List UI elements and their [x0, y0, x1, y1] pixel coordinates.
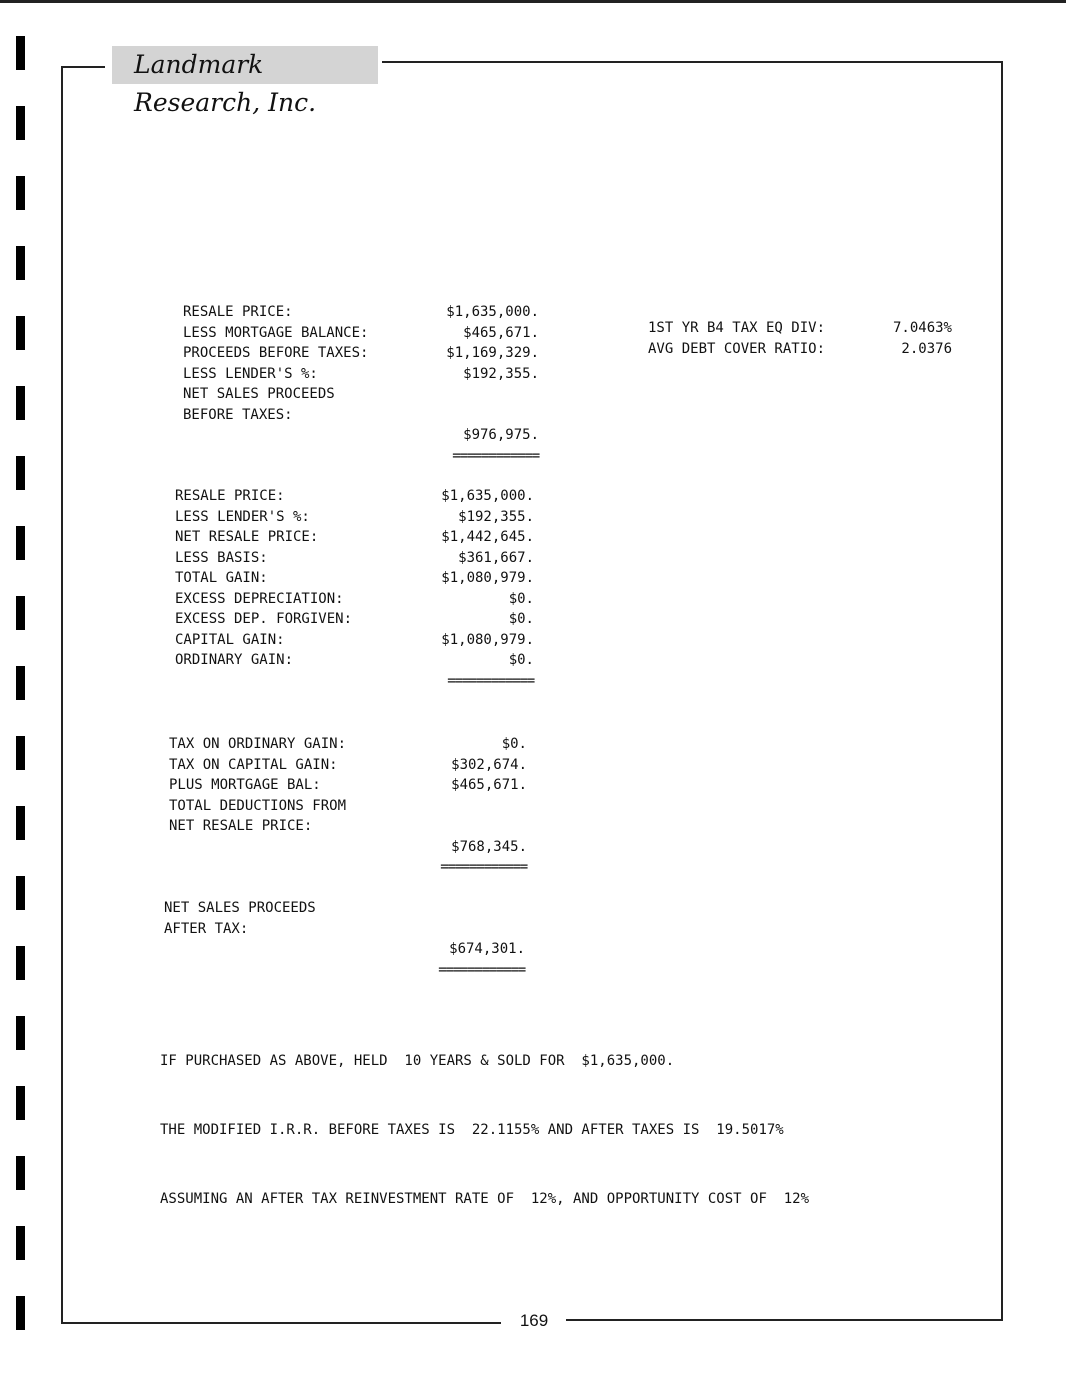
frame-line — [61, 66, 63, 1323]
binder-hole — [16, 316, 25, 350]
line-value: $0. — [508, 611, 534, 627]
line-value: $1,080,979. — [441, 631, 534, 648]
metric-label: AVG DEBT COVER RATIO: — [648, 340, 826, 357]
line-label: LESS LENDER'S %: — [175, 508, 310, 525]
irr-summary — [160, 1004, 809, 1234]
binder-hole — [16, 36, 25, 70]
binder-hole — [16, 876, 25, 910]
line-value: $1,169,329. — [446, 345, 539, 361]
summary-line: IF PURCHASED AS ABOVE, HELD 10 YEARS & SOLD FOR $1,635,000. — [160, 1053, 675, 1069]
company-logo: Landmark Research, Inc. — [112, 46, 378, 84]
total-deductions-section — [169, 734, 527, 878]
line-value: $192,355. — [463, 365, 539, 382]
line-value: $465,671. — [463, 324, 539, 341]
line-label: EXCESS DEPRECIATION: — [175, 590, 344, 607]
line-item — [169, 734, 527, 755]
page-number: 169 — [519, 1311, 549, 1330]
line-value: $192,355. — [458, 508, 534, 525]
line-item — [169, 755, 527, 776]
investment-metrics — [648, 318, 952, 359]
line-label: TOTAL DEDUCTIONS FROM — [169, 797, 347, 814]
frame-line — [61, 1322, 501, 1324]
metric-label: 1ST YR B4 TAX EQ DIV: — [648, 320, 826, 336]
summary-line: THE MODIFIED I.R.R. BEFORE TAXES IS 22.1155% AND AFTER TAXES IS 19.5017% — [160, 1122, 784, 1138]
line-item — [183, 323, 539, 344]
binder-hole — [16, 736, 25, 770]
line-item — [175, 589, 534, 610]
metric-row — [648, 318, 952, 339]
binder-hole — [16, 1226, 25, 1260]
line-label: RESALE PRICE: — [175, 488, 285, 504]
gain-calculation-section — [175, 486, 534, 691]
line-item — [175, 548, 534, 569]
metric-value: 7.0463% — [892, 320, 952, 336]
double-rule: ============ — [438, 961, 525, 978]
line-item — [183, 384, 539, 405]
line-item — [169, 775, 527, 796]
binder-hole — [16, 1156, 25, 1190]
line-value: $0. — [501, 736, 527, 752]
line-value: $302,674. — [451, 756, 527, 773]
line-value: $1,442,645. — [441, 529, 534, 545]
line-label: NET RESALE PRICE: — [169, 818, 313, 834]
total-value: $976,975. — [463, 427, 539, 443]
total-value: $768,345. — [451, 838, 527, 855]
line-label: LESS BASIS: — [175, 549, 268, 566]
total-value: $674,301. — [449, 941, 525, 957]
line-item — [175, 507, 534, 528]
line-value: $0. — [508, 590, 534, 607]
net-sales-after-tax-section — [164, 898, 525, 980]
line-item — [183, 302, 539, 323]
line-item — [175, 568, 534, 589]
line-label: RESALE PRICE: — [183, 304, 293, 320]
line-item — [175, 527, 534, 548]
line-item — [183, 405, 539, 426]
line-item — [175, 630, 534, 651]
line-item — [183, 343, 539, 364]
binder-hole — [16, 246, 25, 280]
line-label: TOTAL GAIN: — [175, 570, 268, 586]
binder-hole — [16, 176, 25, 210]
total-rule — [175, 671, 534, 692]
line-label: TAX ON CAPITAL GAIN: — [169, 756, 338, 773]
line-item — [175, 609, 534, 630]
total-rule — [164, 960, 525, 981]
line-item — [175, 486, 534, 507]
line-label: LESS MORTGAGE BALANCE: — [183, 324, 369, 341]
line-label: AFTER TAX: — [164, 920, 249, 937]
line-item — [183, 364, 539, 385]
metric-value: 2.0376 — [901, 340, 952, 357]
frame-line — [1001, 61, 1003, 1321]
double-rule: ============ — [447, 672, 534, 689]
metric-row — [648, 339, 952, 360]
line-label: PLUS MORTGAGE BAL: — [169, 777, 321, 793]
binder-hole — [16, 1296, 25, 1330]
frame-line — [566, 1319, 1003, 1321]
line-item — [169, 796, 527, 817]
line-value: $1,635,000. — [441, 488, 534, 504]
binder-hole — [16, 666, 25, 700]
line-label: TAX ON ORDINARY GAIN: — [169, 736, 347, 752]
binder-hole — [16, 386, 25, 420]
line-label: PROCEEDS BEFORE TAXES: — [183, 345, 369, 361]
binder-hole — [16, 806, 25, 840]
line-label: EXCESS DEP. FORGIVEN: — [175, 611, 353, 627]
line-label: NET SALES PROCEEDS — [183, 386, 335, 402]
binder-hole — [16, 1086, 25, 1120]
line-item — [164, 939, 525, 960]
line-label: NET SALES PROCEEDS — [164, 900, 316, 916]
net-sales-before-taxes-section — [183, 302, 539, 466]
scan-top-edge — [0, 0, 1066, 3]
line-item — [164, 919, 525, 940]
line-value: $0. — [508, 652, 534, 668]
binder-hole — [16, 526, 25, 560]
line-value: $1,635,000. — [446, 304, 539, 320]
line-item — [169, 816, 527, 837]
line-value: $1,080,979. — [441, 570, 534, 586]
frame-line — [61, 66, 105, 68]
line-label: NET RESALE PRICE: — [175, 529, 319, 545]
frame-line — [382, 61, 1003, 63]
line-label: LESS LENDER'S %: — [183, 365, 318, 382]
binder-hole — [16, 106, 25, 140]
line-item — [164, 898, 525, 919]
binder-hole — [16, 946, 25, 980]
line-item — [183, 425, 539, 446]
line-label: BEFORE TAXES: — [183, 406, 293, 423]
double-rule: ============ — [452, 447, 539, 464]
line-value: $465,671. — [451, 777, 527, 793]
binder-hole — [16, 1016, 25, 1050]
double-rule: ============ — [440, 859, 527, 875]
summary-line: ASSUMING AN AFTER TAX REINVESTMENT RATE OF 12%, AND OPPORTUNITY COST OF 12% — [160, 1191, 810, 1207]
binder-hole — [16, 596, 25, 630]
binder-hole — [16, 456, 25, 490]
line-label: CAPITAL GAIN: — [175, 631, 285, 648]
total-rule — [169, 857, 527, 878]
line-label: ORDINARY GAIN: — [175, 652, 294, 668]
total-rule — [183, 446, 539, 467]
line-item — [169, 837, 527, 858]
line-value: $361,667. — [458, 549, 534, 566]
line-item — [175, 650, 534, 671]
